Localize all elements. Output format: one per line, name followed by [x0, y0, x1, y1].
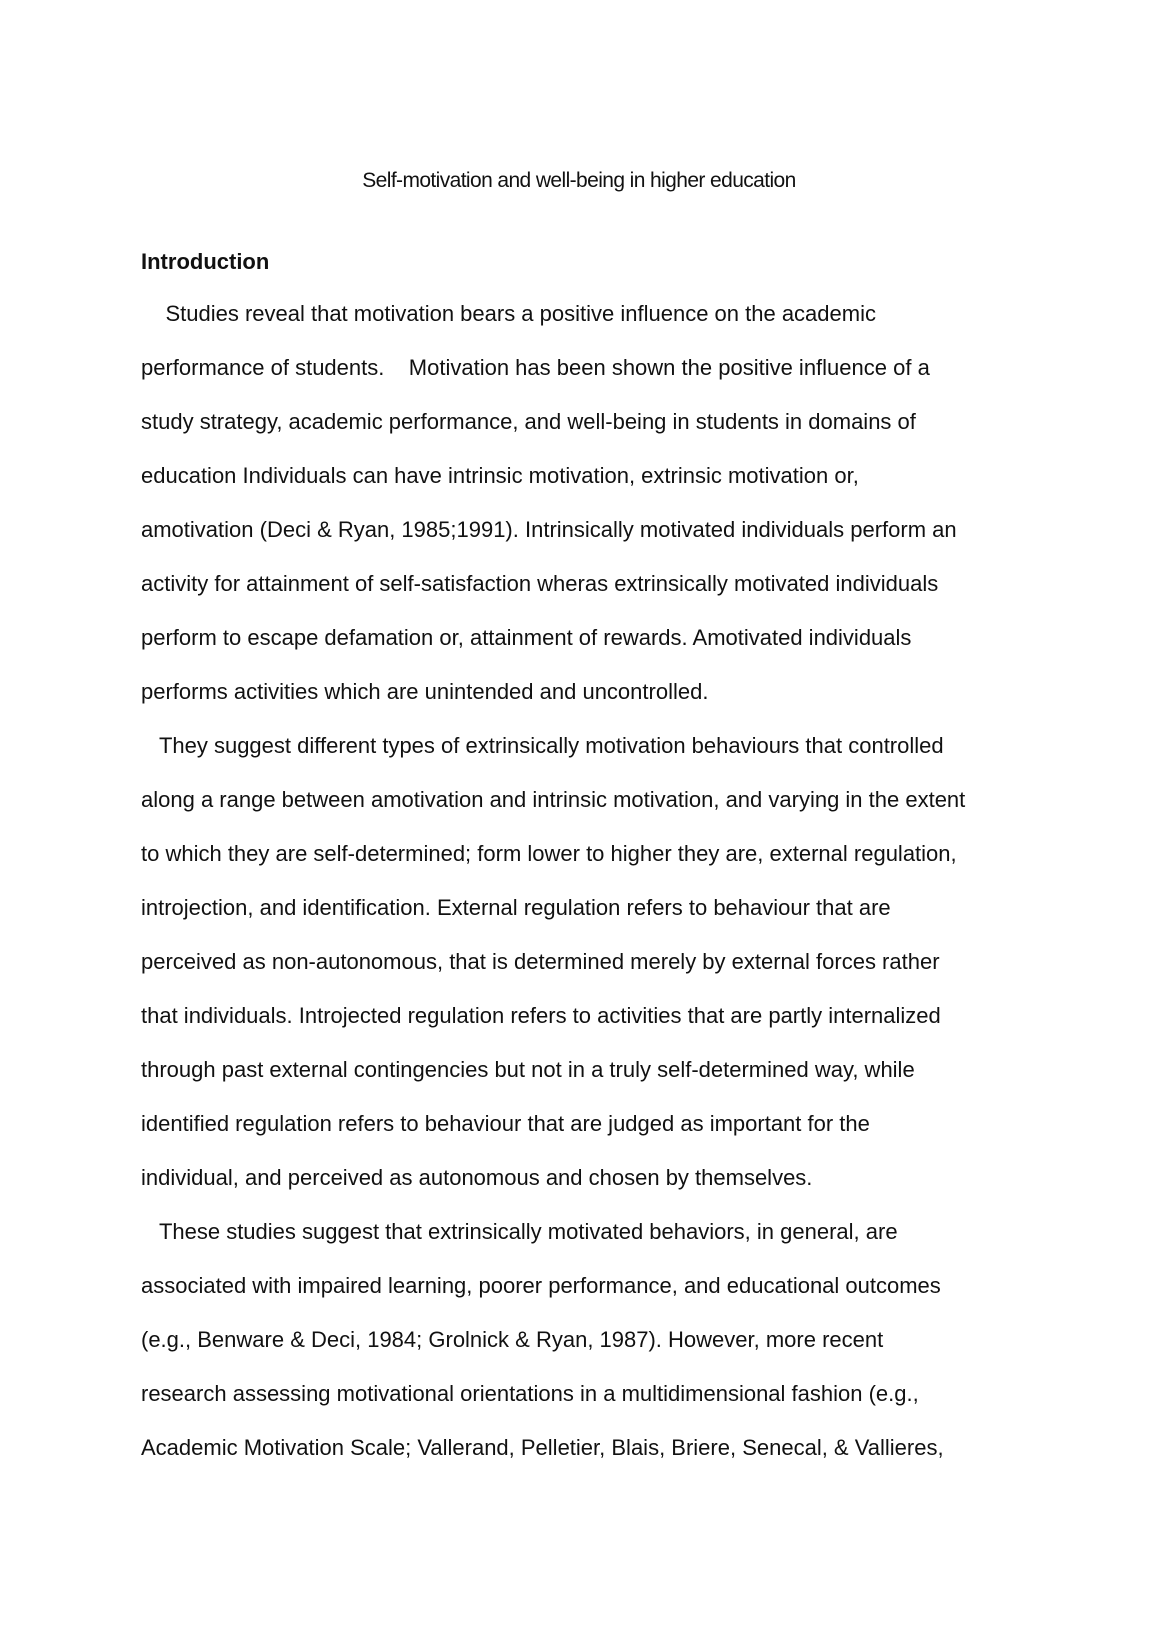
- text-line: These studies suggest that extrinsically motivated behaviors, in general, are: [141, 1219, 898, 1244]
- text-line: that individuals. Introjected regulation refers to activities that are partly internalized: [141, 1003, 941, 1028]
- text-line: identified regulation refers to behaviour that are judged as important for the: [141, 1111, 870, 1136]
- text-line: through past external contingencies but not in a truly self-determined way, while: [141, 1057, 915, 1082]
- text-line: performs activities which are unintended and uncontrolled.: [141, 679, 709, 704]
- text-line: (e.g., Benware & Deci, 1984; Grolnick & Ryan, 1987). However, more recent: [141, 1327, 884, 1352]
- text-line: introjection, and identification. External regulation refers to behaviour that are: [141, 895, 891, 920]
- text-line: along a range between amotivation and intrinsic motivation, and varying in the extent: [141, 787, 966, 812]
- section-heading-introduction: Introduction: [141, 249, 270, 274]
- text-line: individual, and perceived as autonomous and chosen by themselves.: [141, 1165, 813, 1190]
- text-line: activity for attainment of self-satisfaction wheras extrinsically motivated individuals: [141, 571, 939, 596]
- text-line: performance of students. Motivation has been shown the positive influence of a: [141, 355, 930, 380]
- text-line: Studies reveal that motivation bears a positive influence on the academic: [141, 301, 876, 326]
- text-line: perform to escape defamation or, attainment of rewards. Amotivated individuals: [141, 625, 912, 650]
- text-line: study strategy, academic performance, and well-being in students in domains of: [141, 409, 916, 434]
- text-line: amotivation (Deci & Ryan, 1985;1991). Intrinsically motivated individuals perform an: [141, 517, 957, 542]
- document-title: Self-motivation and well-being in higher education: [362, 169, 796, 192]
- text-line: Academic Motivation Scale; Vallerand, Pelletier, Blais, Briere, Senecal, & Vallieres,: [141, 1435, 944, 1460]
- text-line: perceived as non-autonomous, that is determined merely by external forces rather: [141, 949, 940, 974]
- text-line: They suggest different types of extrinsically motivation behaviours that controlled: [141, 733, 944, 758]
- text-line: research assessing motivational orientations in a multidimensional fashion (e.g.,: [141, 1381, 919, 1406]
- text-line: to which they are self-determined; form lower to higher they are, external regulation,: [141, 841, 957, 866]
- text-line: education Individuals can have intrinsic motivation, extrinsic motivation or,: [141, 463, 859, 488]
- body-text: [141, 299, 1041, 1487]
- text-line: associated with impaired learning, poorer performance, and educational outcomes: [141, 1273, 941, 1298]
